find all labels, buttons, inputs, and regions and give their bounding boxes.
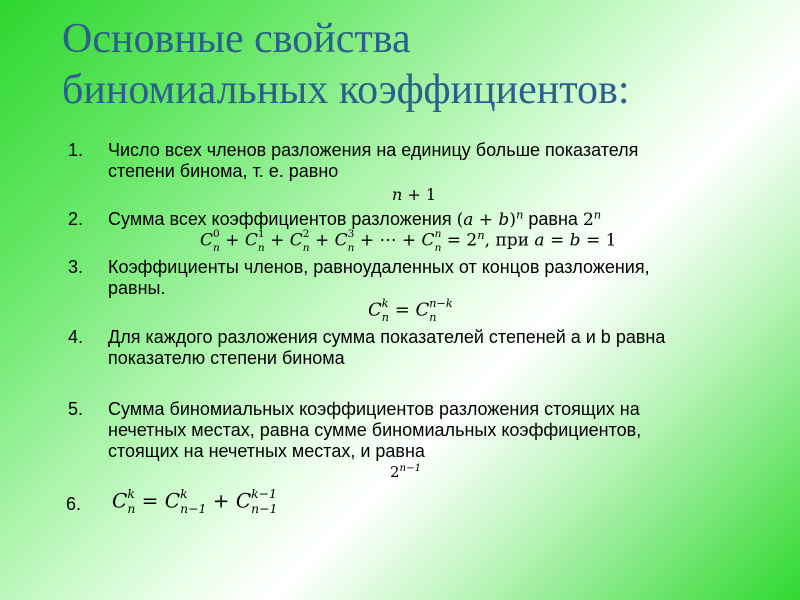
item-number: 3.	[68, 257, 84, 277]
item-text-line: стоящих на нечетных местах, и равна	[108, 441, 425, 461]
item-text-line: Коэффициенты членов, равноудаленных от концов разложения,	[108, 257, 650, 277]
formula-3: C k n = C n−k n	[368, 297, 453, 325]
item-text-line: Для каждого разложения сумма показателей степеней a и b равна	[108, 327, 666, 347]
item-number: 4.	[68, 327, 84, 347]
slide-title	[62, 14, 782, 116]
formula-6: C k n = C k n−1 + C k−1 n−1	[112, 486, 278, 517]
item-number: 1.	[68, 140, 84, 160]
formula-5: $2^{n-1}$	[390, 463, 422, 481]
item-text-line: равны.	[108, 278, 166, 298]
item-text-line: Число всех членов разложения на единицу больше показателя	[108, 140, 639, 160]
item-text-line: нечетных местах, равна сумме биномиальных коэффициентов,	[108, 420, 642, 440]
item-text-line: степени бинома, т. е. равно	[108, 161, 339, 181]
slide-title-line-1: Основные свойства	[62, 16, 411, 62]
item-text-line: Сумма биномиальных коэффициентов разложения стоящих на	[108, 399, 640, 419]
item-number: 2.	[68, 209, 84, 229]
item-number-6: 6.	[66, 494, 82, 514]
item-text-line: показателю степени бинома	[108, 348, 345, 368]
item-number: 5.	[68, 399, 84, 419]
formula-1: n + 1	[392, 185, 437, 204]
formula-2: C 0 n + C 1 n + C 2 n + C 3 n + ⋯ + C n n = $2^n$, при a = b = 1	[200, 227, 617, 254]
slide-title-line-2: биномиальных коэффициентов:	[62, 67, 630, 113]
item-text-line: Сумма всех коэффициентов разложения $(a + b)^n$ равна 2$^n$	[108, 207, 602, 230]
